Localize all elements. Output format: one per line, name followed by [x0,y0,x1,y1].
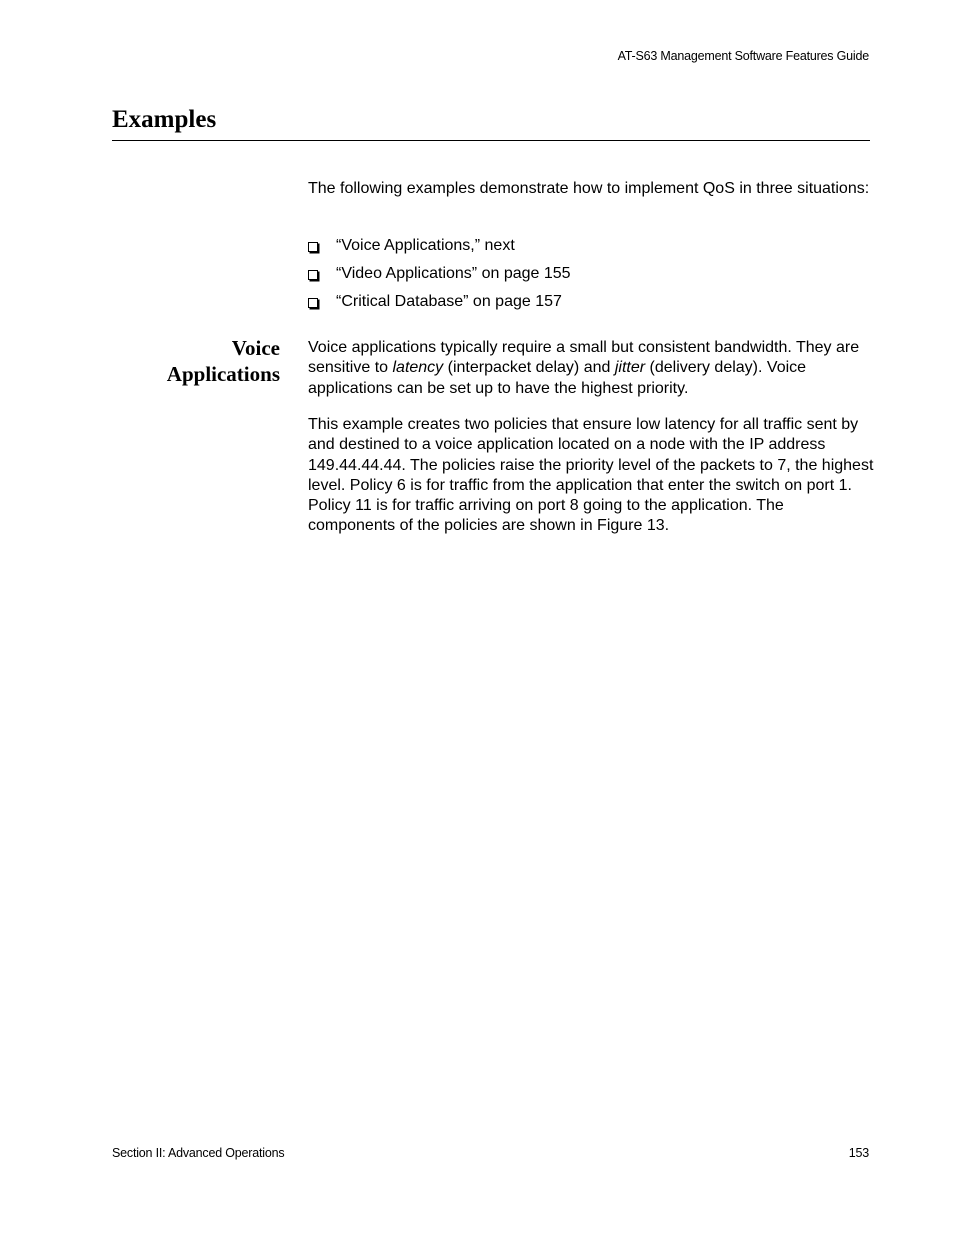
example-list [308,236,571,320]
emphasis-jitter: jitter [614,359,646,377]
list-item-text[interactable]: “Voice Applications,” next [336,237,515,254]
heading-line: Voice [231,336,280,360]
list-item [308,264,571,292]
voice-paragraph-2 [308,415,874,537]
voice-applications-heading [167,335,280,387]
footer-page-number: 153 [848,1146,869,1160]
list-item-text[interactable]: “Video Applications” on page 155 [336,265,571,282]
list-item-text[interactable]: “Critical Database” on page 157 [336,293,562,310]
checkbox-bullet-icon [308,270,318,280]
list-item [308,292,571,320]
paragraph-text: (delivery delay). Voice applications can be set up to have the highest priority. [308,359,807,397]
title-rule [112,140,870,141]
list-item [308,236,571,264]
checkbox-bullet-icon [308,242,318,252]
emphasis-latency: latency [392,359,444,377]
running-header: AT-S63 Management Software Features Guide [617,49,869,63]
paragraph-text: (interpacket delay) and [443,359,615,377]
paragraph-text: Voice applications typically require a small but consistent bandwidth. They are sensitive to [308,339,860,377]
section-title: Examples [112,106,217,133]
voice-paragraph-1 [308,338,874,399]
intro-paragraph [308,179,874,199]
intro-text: The following examples demonstrate how to implement QoS in three situations: [308,180,870,197]
heading-line: Applications [166,362,280,386]
checkbox-bullet-icon [308,298,318,308]
footer-section-label: Section II: Advanced Operations [112,1146,285,1160]
paragraph-text: This example creates two policies that ensure low latency for all traffic sent by and destined to a voice application located on a node with the IP address 149.44.44.44. The policies raise the priority level of the packets to 7, the highest level. Policy 6 is for traffic from the application that enter the switch on port 1. Policy 11 is for traffic arriving on port 8 going to the application. The components of the policies are shown in Figure 13. [308,416,874,535]
